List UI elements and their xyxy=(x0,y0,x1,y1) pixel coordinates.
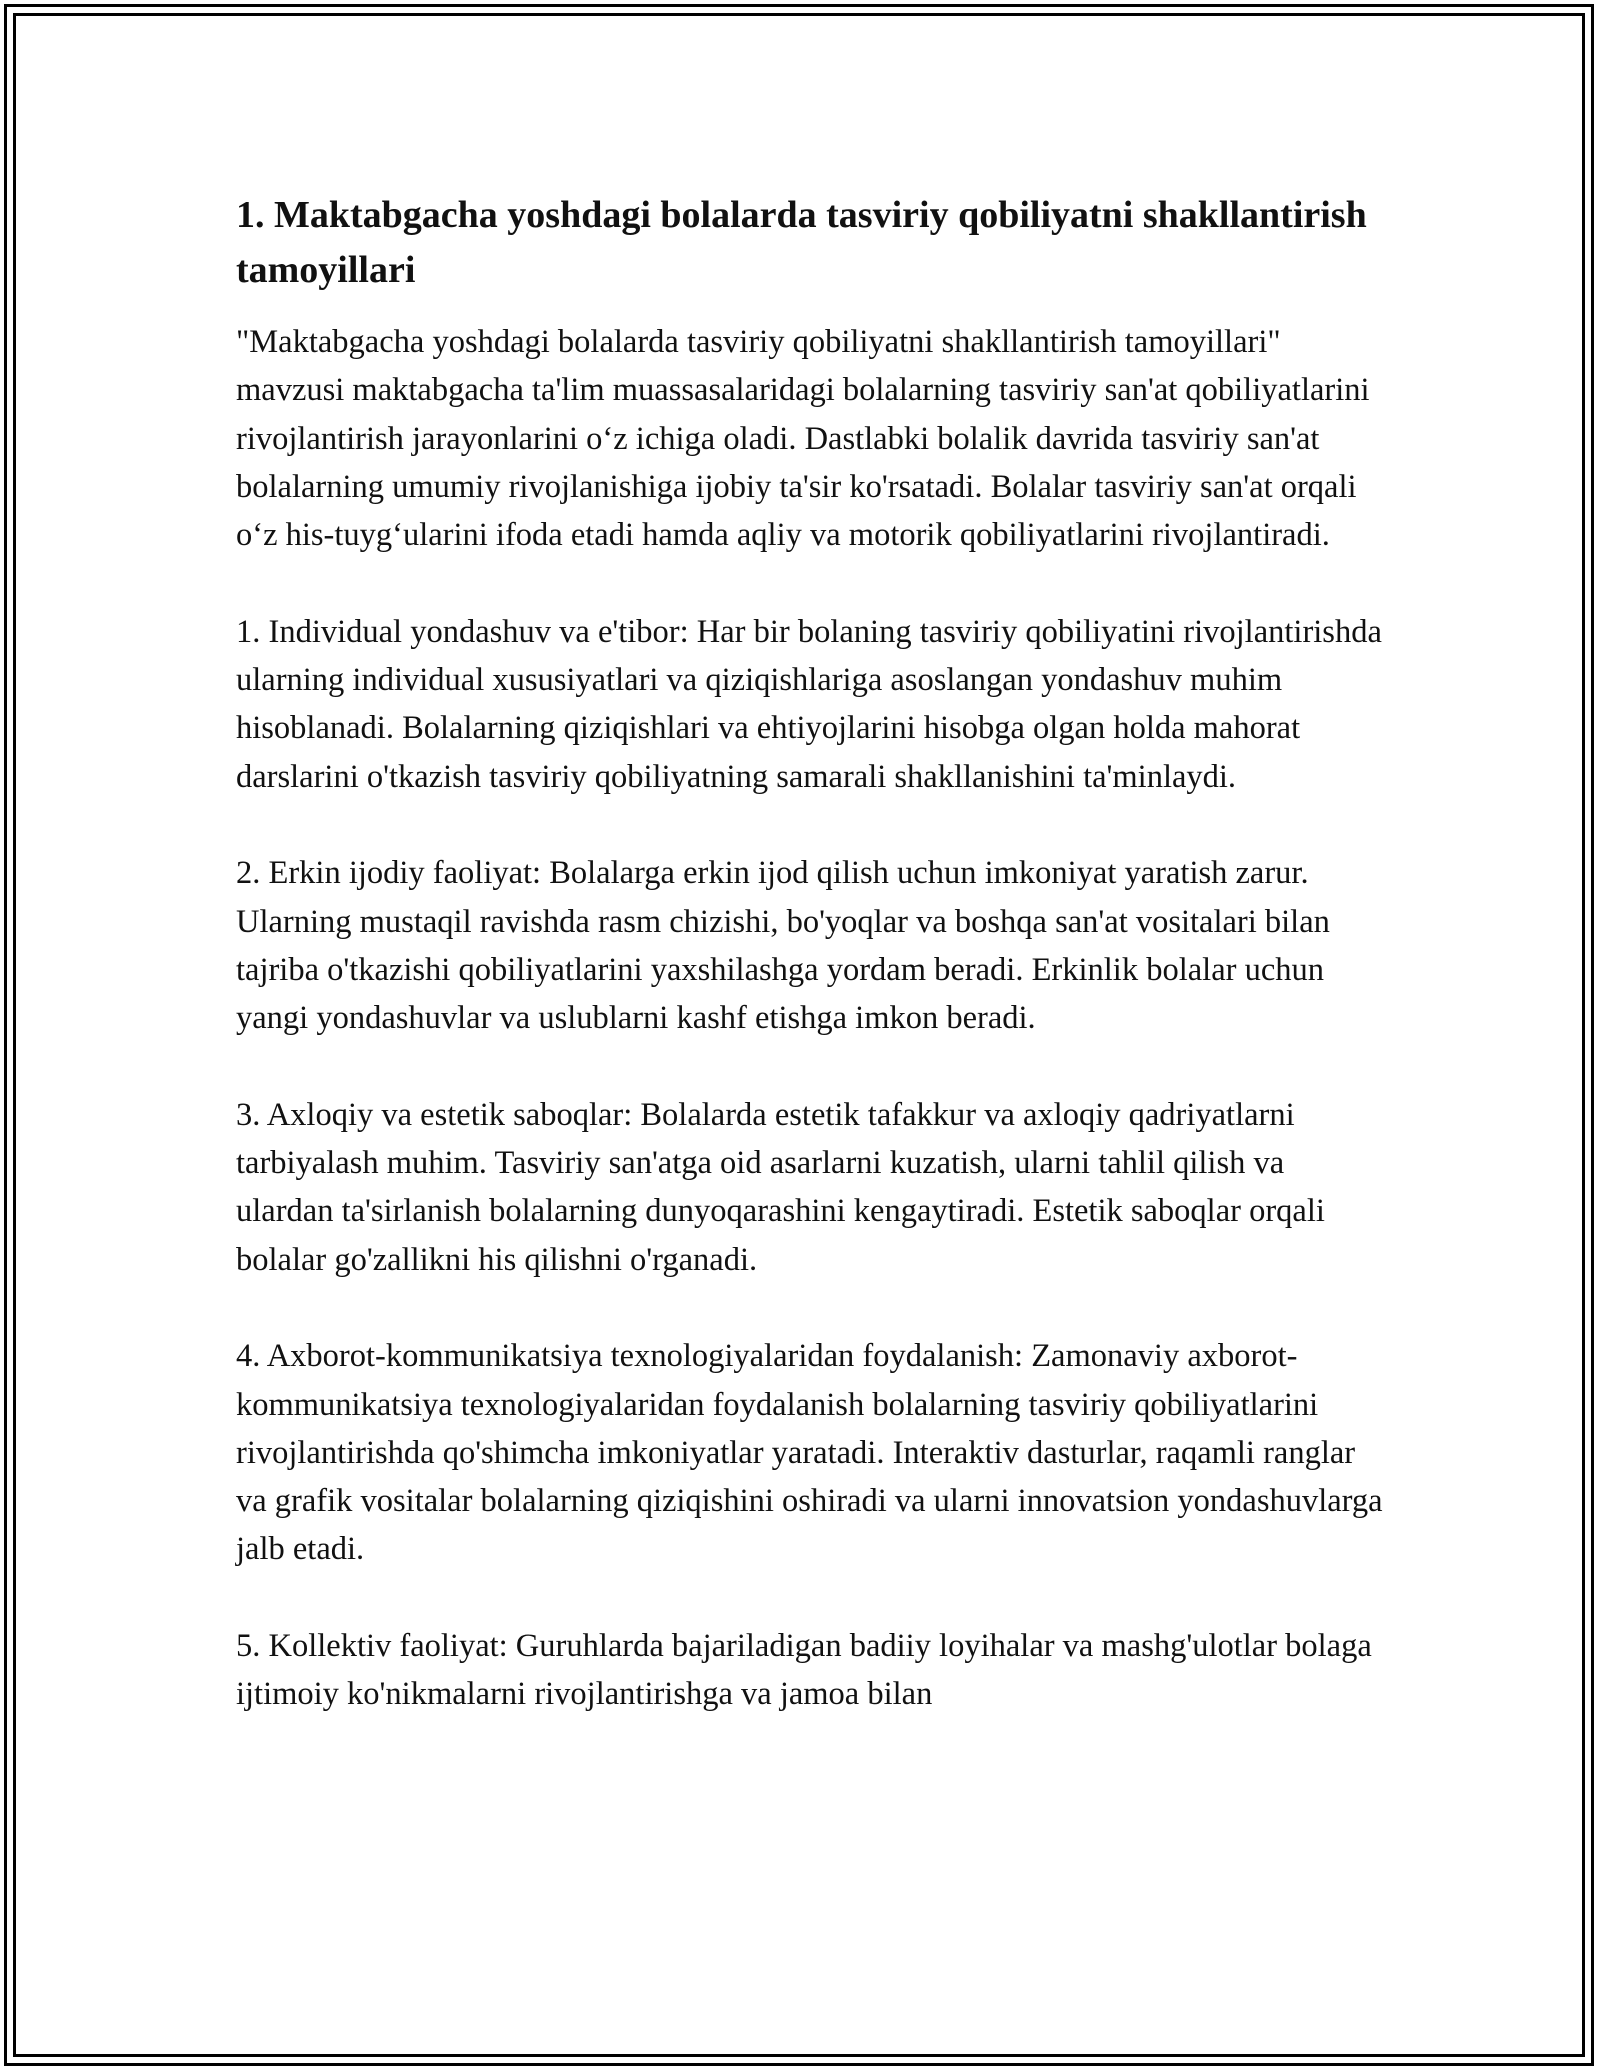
principle-1-paragraph: 1. Individual yondashuv va e'tibor: Har bir bolaning tasviriy qobiliyatini rivojlantirishda ularning individual xususiyatlari va qiziqishlariga asoslangan yondashuv muhim hisoblanadi. Bolalarning qiziqishlari va ehtiyojlarini hisobga olgan holda mahorat darslarini o'tkazish tasviriy qobiliyatning samarali shakllanishini ta'minlaydi. xyxy=(236,613,1382,795)
intro-paragraph: "Maktabgacha yoshdagi bolalarda tasviriy qobiliyatni shakllantirish tamoyillari" mavzusi maktabgacha ta'lim muassasalaridagi bolalarning tasviriy san'at qobiliyatlarini rivojlantirish jarayonlarini o‘z ichiga oladi. Dastlabki bolalik davrida tasviriy san'at bolalarning umumiy rivojlanishiga ijobiy ta'sir ko'rsatadi. Bolalar tasviriy san'at orqali o‘z his-tuyg‘ularini ifoda etadi hamda aqliy va motorik qobiliyatlarini rivojlantiradi. xyxy=(236,324,1370,554)
principle-2-paragraph: 2. Erkin ijodiy faoliyat: Bolalarga erkin ijod qilish uchun imkoniyat yaratish zarur. Ularning mustaqil ravishda rasm chizishi, bo'yoqlar va boshqa san'at vositalari bilan tajriba o'tkazishi qobiliyatlarini yaxshilashga yordam beradi. Erkinlik bolalar uchun yangi yondashuvlar va uslublarni kashf etishga imkon beradi. xyxy=(236,855,1330,1037)
principle-3-paragraph: 3. Axloqiy va estetik saboqlar: Bolalarda estetik tafakkur va axloqiy qadriyatlarni tarbiyalash muhim. Tasviriy san'atga oid asarlarni kuzatish, ularni tahlil qilish va ulardan ta'sirlanish bolalarning dunyoqarashini kengaytiradi. Estetik saboqlar orqali bolalar go'zallikni his qilishni o'rganadi. xyxy=(236,1096,1325,1278)
principle-5-paragraph: 5. Kollektiv faoliyat: Guruhlarda bajariladigan badiiy loyihalar va mashg'ulotlar bolaga ijtimoiy ko'nikmalarni rivojlantirishga va jamoa bilan xyxy=(236,1628,1372,1713)
document-title: 1. Maktabgacha yoshdagi bolalarda tasviriy qobiliyatni shakllantirish tamoyillari xyxy=(236,194,1367,291)
principle-4-paragraph: 4. Axborot-kommunikatsiya texnologiyalaridan foydalanish: Zamonaviy axborot-kommunikatsiya texnologiyalaridan foydalanish bolalarning tasviriy qobiliyatlarini rivojlantirishda qo'shimcha imkoniyatlar yaratadi. Interaktiv dasturlar, raqamli ranglar va grafik vositalar bolalarning qiziqishini oshiradi va ularni innovatsion yondashuvlarga jalb etadi. xyxy=(236,1338,1383,1568)
document-body xyxy=(236,188,1386,1767)
